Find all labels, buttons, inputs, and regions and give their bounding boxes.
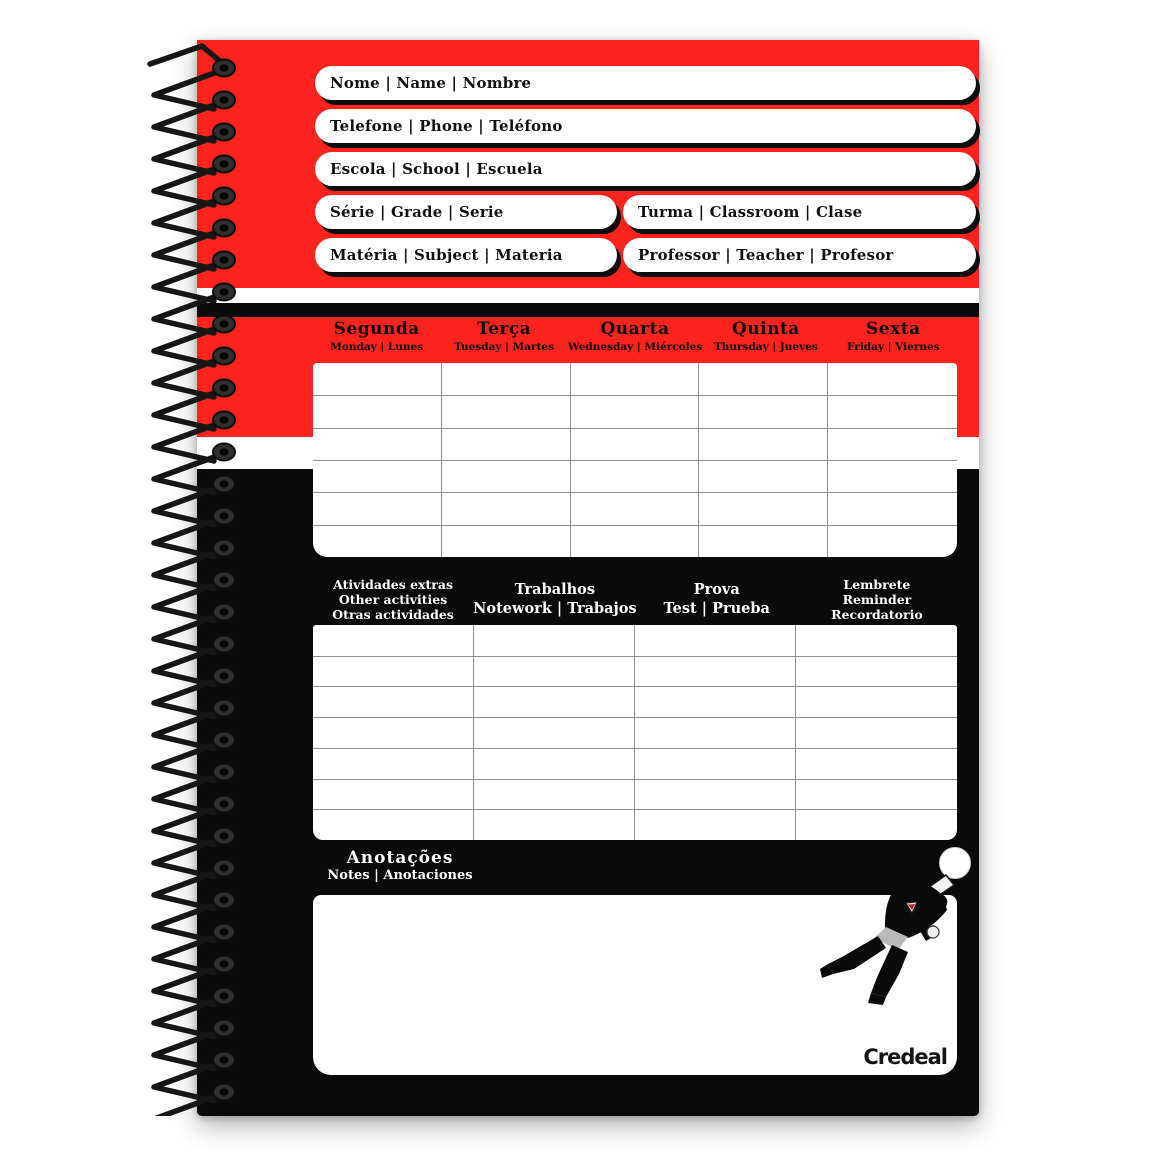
field-nome [315, 66, 976, 100]
field-escola [315, 152, 976, 186]
col-lembrete [797, 574, 957, 624]
col-header-line: Test | Prueba [663, 600, 770, 617]
day-name: Terça [476, 319, 532, 339]
field-professor [623, 238, 976, 272]
grid-cell [796, 779, 957, 810]
grid-cell [635, 748, 796, 779]
col-header-line: Recordatorio [831, 606, 923, 622]
grid-cell [571, 492, 700, 524]
day-translation: Thursday | Jueves [713, 341, 818, 353]
col-header-line: Otras actividades [332, 606, 454, 622]
field-serie [315, 195, 617, 229]
day-quarta [568, 319, 702, 363]
grid-cell [796, 656, 957, 687]
field-serie-label: Série | Grade | Serie [330, 203, 504, 221]
grid-cell [442, 525, 571, 557]
grid-cell [699, 492, 828, 524]
day-name: Segunda [333, 319, 420, 339]
grid-cell [442, 492, 571, 524]
grid-cell [571, 525, 700, 557]
grid-cell [313, 428, 442, 460]
grid-cell [313, 656, 474, 687]
field-nome-label: Nome | Name | Nombre [330, 74, 532, 92]
field-materia-label: Matéria | Subject | Materia [330, 246, 563, 264]
grid-cell [699, 525, 828, 557]
grid-cell [699, 460, 828, 492]
day-translation: Tuesday | Martes [454, 341, 555, 353]
day-translation: Monday | Lunes [330, 341, 424, 353]
col-header-line: Lembrete [843, 576, 911, 592]
schedule-grid [313, 363, 957, 557]
grid-cell [699, 428, 828, 460]
grid-cell [796, 748, 957, 779]
grid-cell [313, 525, 442, 557]
grid-cell [796, 686, 957, 717]
grid-cell [571, 428, 700, 460]
field-materia [315, 238, 617, 272]
grid-cell [828, 525, 957, 557]
grid-cell [796, 625, 957, 656]
grid-cell [635, 809, 796, 840]
grid-cell [474, 717, 635, 748]
col-trabalhos [473, 574, 636, 624]
notes-subtitle: Notes | Anotaciones [327, 868, 473, 883]
grid-cell [442, 395, 571, 427]
field-escola-label: Escola | School | Escuela [330, 160, 543, 178]
white-stripe [197, 288, 979, 303]
day-terca [440, 319, 567, 363]
grid-cell [699, 395, 828, 427]
grid-cell [635, 717, 796, 748]
grid-cell [313, 717, 474, 748]
activities-grid [313, 625, 957, 840]
col-header-line: Trabalhos [514, 581, 595, 598]
grid-cell [313, 363, 442, 395]
col-header-line: Prova [693, 581, 740, 598]
day-segunda [313, 319, 440, 363]
grid-cell [828, 460, 957, 492]
grid-cell [313, 492, 442, 524]
grid-cell [442, 363, 571, 395]
col-header-line: Other activities [338, 591, 448, 607]
day-name: Quinta [731, 319, 800, 339]
grid-cell [313, 395, 442, 427]
grid-cell [699, 363, 828, 395]
field-turma-label: Turma | Classroom | Clase [638, 203, 863, 221]
day-name: Sexta [865, 319, 921, 339]
grid-cell [474, 779, 635, 810]
grid-cell [474, 809, 635, 840]
grid-cell [442, 428, 571, 460]
day-name: Quarta [600, 319, 670, 339]
field-telefone-label: Telefone | Phone | Teléfono [330, 117, 563, 135]
grid-cell [635, 625, 796, 656]
field-turma [623, 195, 976, 229]
grid-cell [796, 717, 957, 748]
grid-cell [828, 428, 957, 460]
grid-cell [828, 395, 957, 427]
notes-title: Anotações [346, 848, 454, 868]
weekday-header-row [313, 319, 957, 363]
grid-cell [474, 656, 635, 687]
grid-cell [571, 395, 700, 427]
activities-header-row [313, 574, 957, 624]
goalkeeper-illustration [820, 833, 980, 1008]
day-translation: Friday | Viernes [847, 341, 940, 353]
grid-cell [313, 748, 474, 779]
day-quinta [702, 319, 829, 363]
grid-cell [313, 460, 442, 492]
grid-cell [474, 686, 635, 717]
grid-cell [828, 492, 957, 524]
grid-cell [313, 686, 474, 717]
notes-header [285, 848, 515, 884]
grid-cell [474, 625, 635, 656]
credeal-logo: Credeal [863, 1045, 947, 1069]
col-header-line: Reminder [842, 591, 912, 607]
col-atividades-extras [313, 574, 473, 624]
day-translation: Wednesday | Miércoles [567, 341, 703, 353]
col-prova [637, 574, 797, 624]
grid-cell [571, 363, 700, 395]
keeper-leg [828, 936, 886, 974]
grid-cell [313, 779, 474, 810]
grid-cell [313, 809, 474, 840]
grid-cell [635, 656, 796, 687]
day-sexta [830, 319, 957, 363]
field-telefone [315, 109, 976, 143]
spiral-binding [140, 40, 254, 1116]
grid-cell [313, 625, 474, 656]
grid-cell [635, 686, 796, 717]
keeper-glove [927, 926, 939, 938]
col-header-line: Notework | Trabajos [473, 600, 637, 617]
black-stripe [197, 303, 979, 317]
grid-cell [571, 460, 700, 492]
grid-cell [442, 460, 571, 492]
col-header-line: Atividades extras [333, 576, 453, 592]
grid-cell [828, 363, 957, 395]
grid-cell [474, 748, 635, 779]
field-professor-label: Professor | Teacher | Profesor [638, 246, 894, 264]
grid-cell [635, 779, 796, 810]
planner-page [197, 40, 979, 1116]
